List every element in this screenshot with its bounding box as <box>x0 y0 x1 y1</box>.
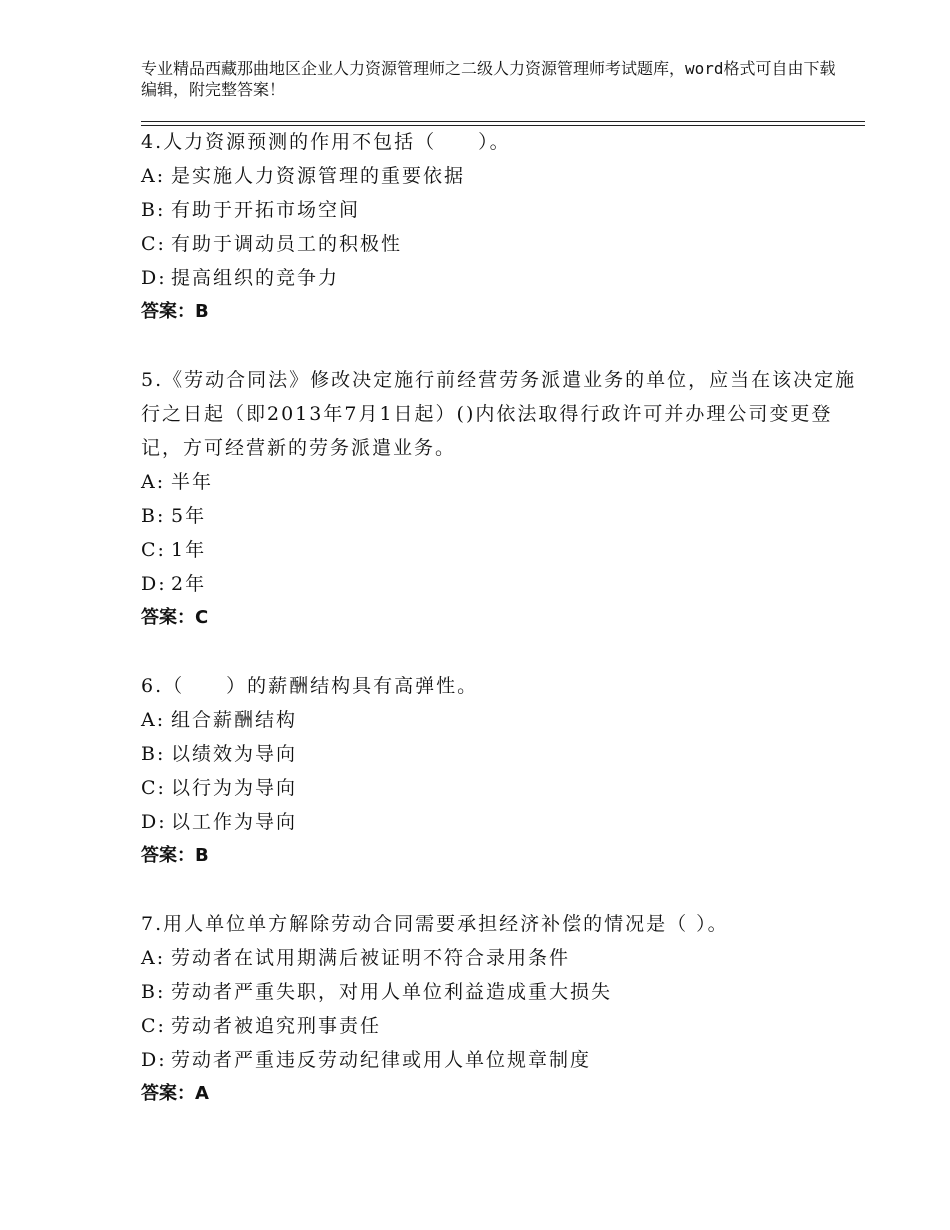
option-text: 提高组织的竞争力 <box>171 267 340 289</box>
option-text: 劳动者严重违反劳动纪律或用人单位规章制度 <box>171 1049 592 1071</box>
question-text: 7.用人单位单方解除劳动合同需要承担经济补偿的情况是（ ）。 <box>141 913 729 935</box>
option-letter: C: <box>141 1015 166 1037</box>
option-letter: B: <box>141 505 166 527</box>
question-6 <box>141 669 865 873</box>
option-c <box>141 1009 865 1043</box>
option-text: 是实施人力资源管理的重要依据 <box>171 165 466 187</box>
option-d <box>141 1043 865 1077</box>
question-text: 5.《劳动合同法》修改决定施行前经营劳务派遣业务的单位，应当在该决定施行之日起（即2013年7月1日起）()内依法取得行政许可并办理公司变更登记，方可经营新的劳务派遣业务。 <box>141 369 857 459</box>
option-a <box>141 941 865 975</box>
answer-line <box>141 295 865 329</box>
answer-value: C <box>195 607 209 628</box>
option-text: 以绩效为导向 <box>171 743 298 765</box>
option-d <box>141 261 865 295</box>
option-b <box>141 499 865 533</box>
answer-label: 答案： <box>141 1083 195 1104</box>
option-letter: A: <box>141 947 166 969</box>
option-c <box>141 533 865 567</box>
question-7 <box>141 907 865 1111</box>
answer-line <box>141 601 865 635</box>
option-letter: A: <box>141 471 166 493</box>
question-5 <box>141 363 865 635</box>
question-text: 6.（ ）的薪酬结构具有高弹性。 <box>141 675 479 697</box>
answer-label: 答案： <box>141 845 195 866</box>
option-letter: D: <box>141 573 167 595</box>
option-letter: B: <box>141 981 166 1003</box>
option-text: 劳动者被追究刑事责任 <box>171 1015 382 1037</box>
option-text: 劳动者在试用期满后被证明不符合录用条件 <box>171 947 571 969</box>
option-text: 组合薪酬结构 <box>171 709 298 731</box>
answer-line <box>141 1077 865 1111</box>
option-text: 有助于开拓市场空间 <box>171 199 361 221</box>
answer-line <box>141 839 865 873</box>
question-list <box>141 125 865 1145</box>
option-text: 以行为为导向 <box>171 777 298 799</box>
answer-value: A <box>195 1083 209 1104</box>
option-letter: C: <box>141 777 166 799</box>
answer-label: 答案： <box>141 607 195 628</box>
option-text: 劳动者严重失职，对用人单位利益造成重大损失 <box>171 981 613 1003</box>
option-letter: B: <box>141 743 166 765</box>
question-text: 4.人力资源预测的作用不包括（ ）。 <box>141 131 511 153</box>
option-a <box>141 465 865 499</box>
option-text: 半年 <box>171 471 214 493</box>
option-a <box>141 703 865 737</box>
document-header <box>141 58 841 100</box>
option-b <box>141 193 865 227</box>
option-text: 1年 <box>171 539 207 561</box>
option-text: 以工作为导向 <box>171 811 298 833</box>
answer-label: 答案： <box>141 301 195 322</box>
option-text: 2年 <box>171 573 207 595</box>
option-d <box>141 567 865 601</box>
option-letter: D: <box>141 811 167 833</box>
option-c <box>141 227 865 261</box>
option-d <box>141 805 865 839</box>
question-4 <box>141 125 865 329</box>
option-a <box>141 159 865 193</box>
option-c <box>141 771 865 805</box>
option-text: 5年 <box>171 505 207 527</box>
option-letter: D: <box>141 1049 167 1071</box>
answer-value: B <box>195 845 209 866</box>
option-b <box>141 975 865 1009</box>
option-text: 有助于调动员工的积极性 <box>171 233 403 255</box>
option-letter: C: <box>141 539 166 561</box>
option-letter: C: <box>141 233 166 255</box>
option-letter: B: <box>141 199 166 221</box>
option-letter: D: <box>141 267 167 289</box>
option-b <box>141 737 865 771</box>
header-title: 专业精品西藏那曲地区企业人力资源管理师之二级人力资源管理师考试题库，word格式可自由下载编辑，附完整答案！ <box>141 59 836 99</box>
option-letter: A: <box>141 165 166 187</box>
option-letter: A: <box>141 709 166 731</box>
header-divider-top <box>141 121 865 122</box>
answer-value: B <box>195 301 209 322</box>
